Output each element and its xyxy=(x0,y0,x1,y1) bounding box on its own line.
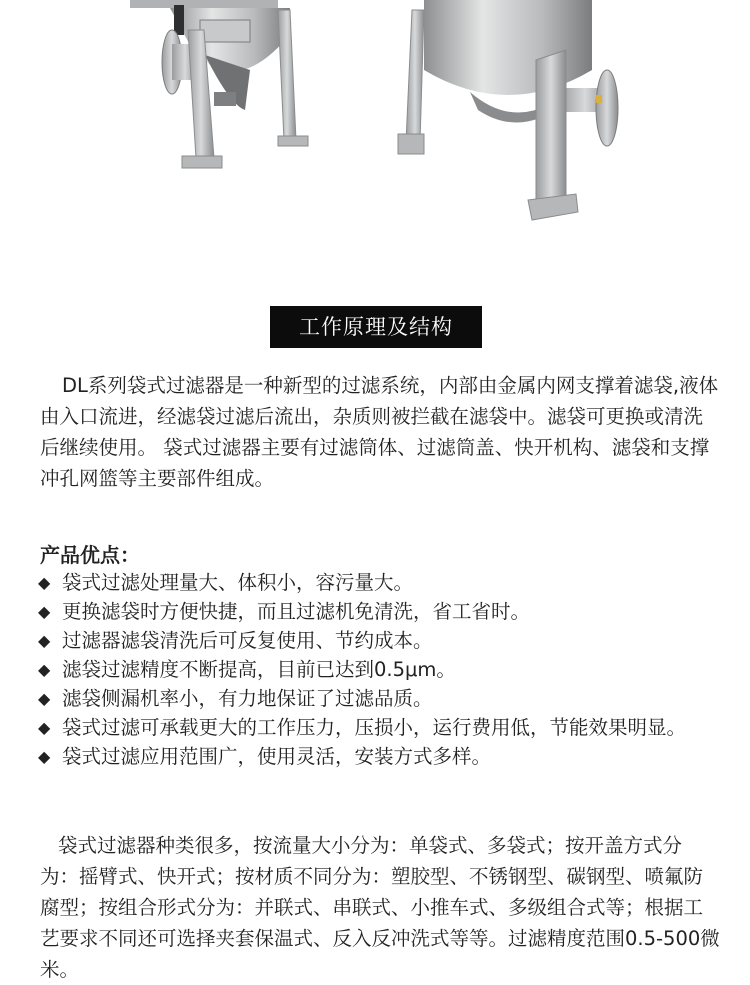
bag-filter-product-photo xyxy=(0,0,750,270)
list-item: ◆ 袋式过滤应用范围广，使用灵活，安装方式多样。 xyxy=(38,742,728,771)
types-paragraph: 袋式过滤器种类很多，按流量大小分为：单袋式、多袋式；按开盖方式分为：摇臂式、快开式；按材质不同分为：塑胶型、不锈钢型、碳钢型、喷氟防腐型；按组合形式分为：并联式、串联式、小推车式、多级组合式等；根据工艺要求不同还可选择夹套保温式、反入反冲洗式等等。过滤精度范围0.5-500微米。 xyxy=(40,834,720,981)
section-title: 工作原理及结构 xyxy=(270,306,482,348)
intro-paragraph: DL系列袋式过滤器是一种新型的过滤系统，内部由金属内网支撑着滤袋,液体由入口流进，经滤袋过滤后流出，杂质则被拦截在滤袋中。滤袋可更换或清洗后继续使用。 袋式过滤器主要有过滤筒体、过滤筒盖、快开机构、滤袋和支撑冲孔网篮等主要部件组成。 xyxy=(40,374,719,490)
advantages-list xyxy=(38,568,728,771)
diamond-bullet-icon: ◆ xyxy=(38,631,51,650)
advantages-heading: 产品优点： xyxy=(40,543,140,567)
diamond-bullet-icon: ◆ xyxy=(38,573,51,592)
diamond-bullet-icon: ◆ xyxy=(38,718,51,737)
list-item: ◆ 更换滤袋时方便快捷，而且过滤机免清洗，省工省时。 xyxy=(38,597,728,626)
diamond-bullet-icon: ◆ xyxy=(38,689,51,708)
list-item: ◆ 袋式过滤处理量大、体积小，容污量大。 xyxy=(38,568,728,597)
diamond-bullet-icon: ◆ xyxy=(38,747,51,766)
list-item: ◆ 过滤器滤袋清洗后可反复使用、节约成本。 xyxy=(38,626,728,655)
diamond-bullet-icon: ◆ xyxy=(38,660,51,679)
list-item: ◆ 滤袋侧漏机率小，有力地保证了过滤品质。 xyxy=(38,684,728,713)
list-item: ◆ 袋式过滤可承载更大的工作压力，压损小，运行费用低，节能效果明显。 xyxy=(38,713,728,742)
list-item: ◆ 滤袋过滤精度不断提高，目前已达到0.5μm。 xyxy=(38,655,728,684)
diamond-bullet-icon: ◆ xyxy=(38,602,51,621)
